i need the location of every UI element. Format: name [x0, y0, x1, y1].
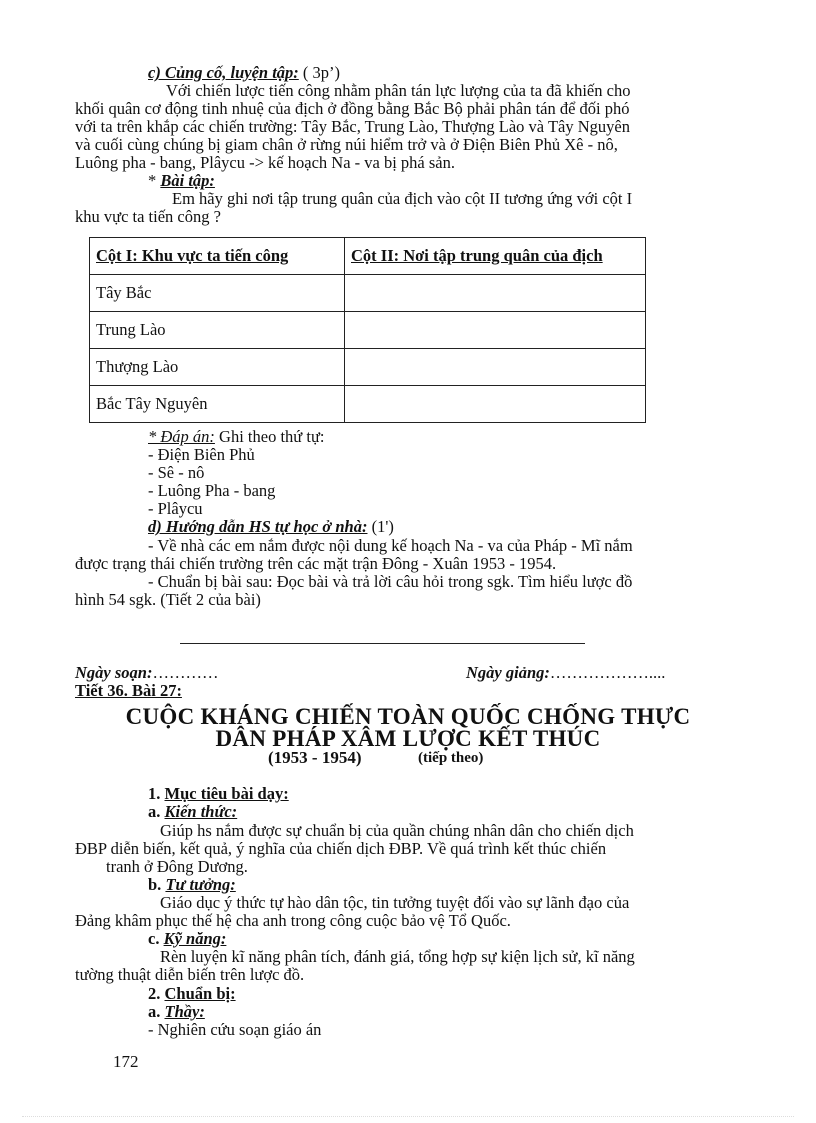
answer-item-4: - Plâycu — [148, 499, 203, 518]
table-cell: Thượng Lào — [90, 349, 345, 386]
section-c-heading: c) Củng cố, luyện tập: — [148, 63, 299, 82]
section-d-line-3: - Chuẩn bị bài sau: Đọc bài và trả lời câu hỏi trong sgk. Tìm hiểu lược đồ — [148, 572, 633, 591]
prep-date-label: Ngày soạn: — [75, 663, 153, 682]
table-header-col-1: Cột I: Khu vực ta tiến công — [90, 238, 345, 275]
knowledge-line-1: Giúp hs nắm được sự chuẩn bị của quần chúng nhân dân cho chiến dịch — [160, 821, 634, 840]
table-header-col-2: Cột II: Nơi tập trung quân của địch — [345, 238, 646, 275]
lesson-title-line-1: CUỘC KHÁNG CHIẾN TOÀN QUỐC CHỐNG THỰC — [125, 704, 691, 729]
answer-item-1: - Điện Biên Phủ — [148, 445, 255, 464]
table-cell — [345, 312, 646, 349]
answer-item-2: - Sê - nô — [148, 463, 205, 482]
objectives-heading — [148, 785, 289, 803]
prep-date-value: ………… — [152, 663, 219, 682]
table-cell: Bắc Tây Nguyên — [90, 386, 345, 423]
skills-heading — [148, 930, 226, 948]
answer-item-3: - Luông Pha - bang — [148, 481, 276, 500]
exercise-heading-line — [148, 172, 215, 190]
attitude-num: b. — [148, 875, 166, 894]
section-c-line-4: và cuối cùng chúng bị giam chân ở rừng núi hiểm trở và ở Điện Biên Phủ Xê - nô, — [75, 135, 618, 154]
table-cell — [345, 386, 646, 423]
section-d-line-1: - Về nhà các em nắm được nội dung kế hoạch Na - va của Pháp - Mĩ nắm — [148, 536, 633, 555]
section-c-heading-line — [148, 64, 340, 82]
section-d-line-2: được trạng thái chiến trường trên các mặt trận Đông - Xuân 1953 - 1954. — [75, 554, 557, 573]
knowledge-heading — [148, 803, 237, 821]
knowledge-num: a. — [148, 802, 165, 821]
page-number: 172 — [113, 1052, 139, 1071]
section-c-line-3: với ta trên khắp các chiến trường: Tây Bắc, Trung Lào, Thượng Lào và Tây Nguyên — [75, 117, 630, 136]
section-d-time: (1') — [367, 517, 394, 536]
section-divider — [180, 643, 585, 644]
section-d-line-4: hình 54 sgk. (Tiết 2 của bài) — [75, 590, 261, 609]
table-row — [90, 349, 646, 386]
lesson-label: Tiết 36. Bài 27: — [75, 681, 182, 700]
teach-date — [466, 664, 665, 682]
skills-num: c. — [148, 929, 164, 948]
table-cell — [345, 275, 646, 312]
skills-line-2: tường thuật diễn biến trên lược đồ. — [75, 965, 305, 984]
exercise-prefix: * — [148, 171, 161, 190]
teacher-num: a. — [148, 1002, 165, 1021]
table-header-row — [90, 238, 646, 275]
teacher-heading — [148, 1003, 205, 1021]
exercise-line-2: khu vực ta tiến công ? — [75, 207, 221, 226]
knowledge-title: Kiến thức: — [164, 802, 238, 821]
section-c-time: ( 3p’) — [298, 63, 341, 82]
objectives-title: Mục tiêu bài dạy: — [164, 784, 289, 803]
exercise-line-1: Em hãy ghi nơi tập trung quân của địch vào cột II tương ứng với cột I — [172, 189, 633, 208]
knowledge-line-3: tranh ở Đông Dương. — [106, 857, 248, 876]
prep-date — [75, 664, 218, 682]
attitude-line-1: Giáo dục ý thức tự hào dân tộc, tin tưởng tuyệt đối vào sự lãnh đạo của — [160, 893, 630, 912]
teacher-line-1: - Nghiên cứu soạn giáo án — [148, 1020, 322, 1039]
teach-date-value: ……………….... — [549, 663, 666, 682]
skills-line-1: Rèn luyện kĩ năng phân tích, đánh giá, tổng hợp sự kiện lịch sử, kĩ năng — [160, 947, 635, 966]
exercise-heading: Bài tập: — [160, 171, 215, 190]
section-c-line-1: Với chiến lược tiến công nhằm phân tán lực lượng của ta đã khiến cho — [166, 81, 631, 100]
section-d-heading: d) Hướng dẫn HS tự học ở nhà: — [148, 517, 368, 536]
section-c-line-2: khối quân cơ động tinh nhuệ của địch ở đồng bằng Bắc Bộ phải phân tán để đối phó — [75, 99, 630, 118]
table-cell — [345, 349, 646, 386]
lesson-continued: (tiếp theo) — [418, 750, 484, 766]
attitude-line-2: Đảng khâm phục thế hệ cha anh trong công cuộc bảo vệ Tổ Quốc. — [75, 911, 511, 930]
prep-heading — [148, 985, 236, 1003]
section-c-line-5: Luông pha - bang, Plâycu -> kế hoạch Na - va bị phá sản. — [75, 153, 455, 172]
attitude-heading — [148, 876, 236, 894]
lesson-years: (1953 - 1954) — [268, 748, 362, 767]
exercise-table — [89, 237, 646, 423]
prep-title: Chuẩn bị: — [164, 984, 236, 1003]
answer-heading-line — [148, 428, 324, 446]
section-d-heading-line — [148, 518, 394, 536]
table-row — [90, 386, 646, 423]
knowledge-line-2: ĐBP diễn biến, kết quả, ý nghĩa của chiến dịch ĐBP. Về quá trình kết thúc chiến — [75, 839, 607, 858]
table-row — [90, 275, 646, 312]
attitude-title: Tư tưởng: — [165, 875, 236, 894]
lesson-title-line-2: DÂN PHÁP XÂM LƯỢC KẾT THÚC — [215, 726, 601, 751]
teacher-title: Thầy: — [164, 1002, 205, 1021]
table-cell: Tây Bắc — [90, 275, 345, 312]
table-row — [90, 312, 646, 349]
answer-note: Ghi theo thứ tự: — [214, 427, 325, 446]
teach-date-label: Ngày giảng: — [466, 663, 550, 682]
answer-heading: * Đáp án: — [148, 427, 215, 446]
table-cell: Trung Lào — [90, 312, 345, 349]
objectives-num: 1. — [148, 784, 165, 803]
prep-num: 2. — [148, 984, 165, 1003]
skills-title: Kỹ năng: — [163, 929, 227, 948]
page-bottom-edge — [22, 1116, 794, 1117]
